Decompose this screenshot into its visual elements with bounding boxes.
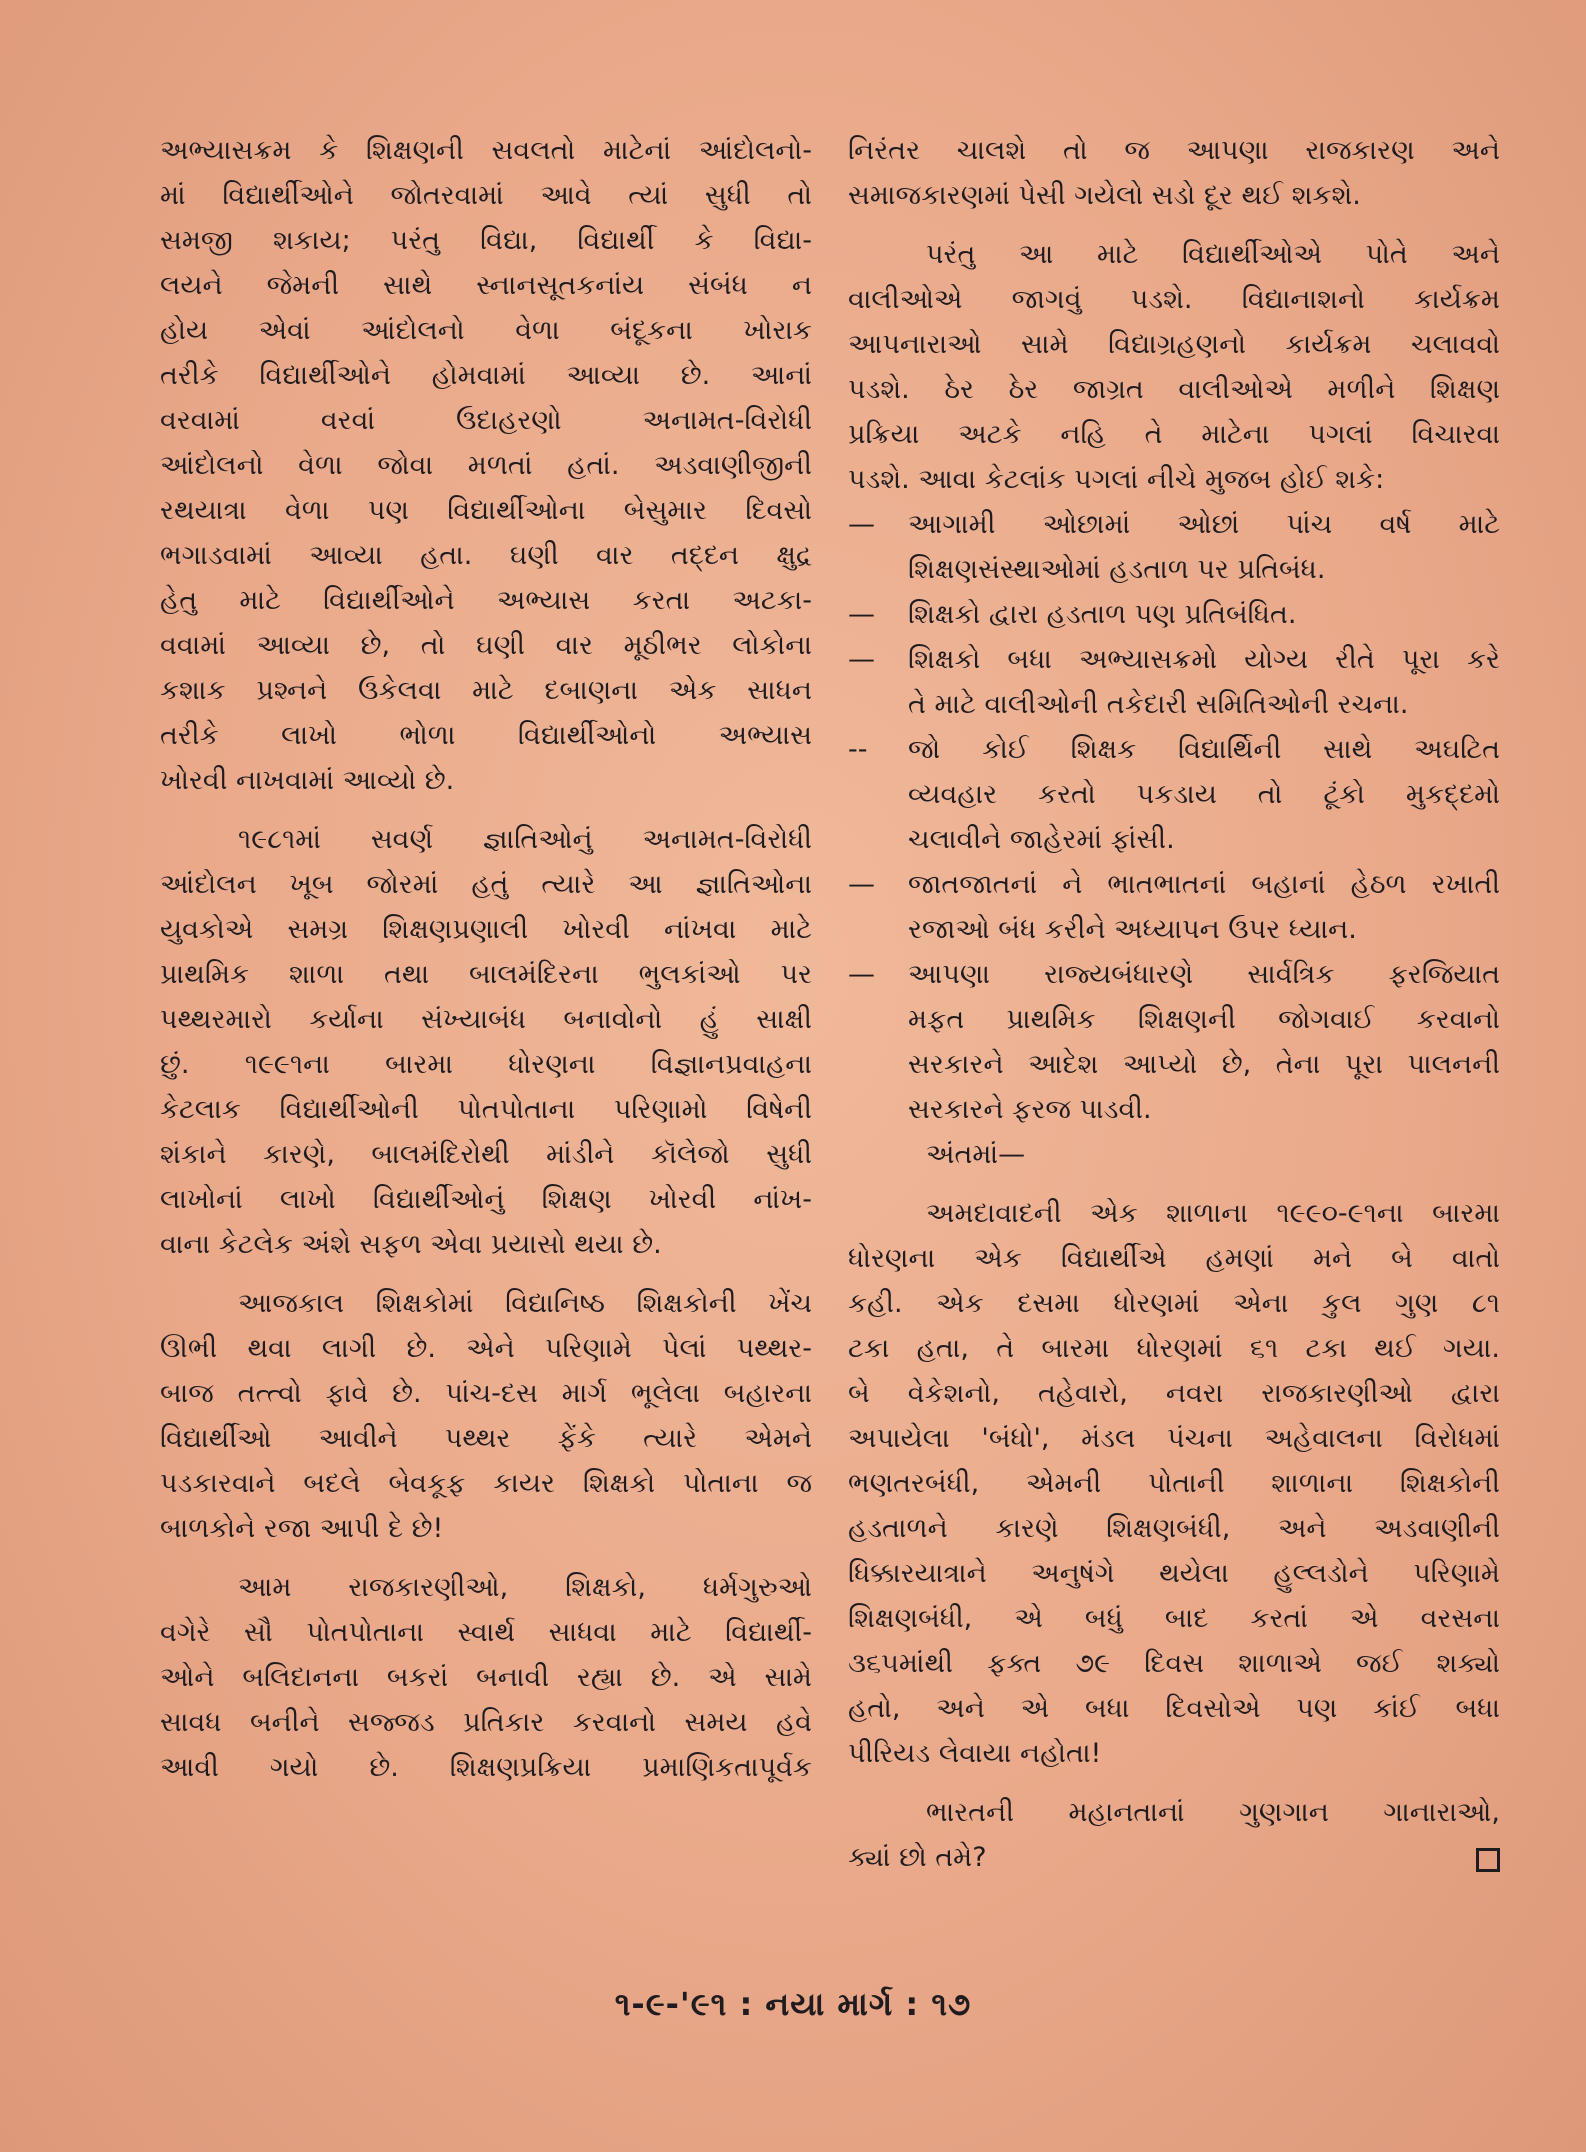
text-line: હોય એવાં આંદોલનો વેળા બંદૂકના ખોરાક — [160, 315, 812, 346]
text-line: હેતુ માટે વિદ્યાર્થીઓને અભ્યાસ કરતા અટકા- — [160, 585, 812, 616]
text-line: પ્રાથમિક શાળા તથા બાલમંદિરના ભુલકાંઓ પર — [160, 959, 812, 990]
bullet-item — [848, 727, 1500, 862]
paragraph — [848, 1191, 1500, 1776]
bullet-item — [848, 637, 1500, 727]
text-line: ક્યાં છો તમે? — [848, 1842, 987, 1873]
text-line: ભારતની મહાનતાનાં ગુણગાન ગાનારાઓ, — [926, 1797, 1500, 1828]
text-line: અભ્યાસક્રમ કે શિક્ષણની સવલતો માટેનાં આંદોલનો- — [160, 135, 812, 166]
bullet-text: શિક્ષકો દ્વારા હડતાળ પણ પ્રતિબંધિત. — [908, 599, 1297, 630]
text-line: પીરિયડ લેવાયા નહોતા! — [848, 1738, 1102, 1769]
bullet-dash: — — [848, 644, 875, 675]
paragraph — [160, 128, 812, 803]
text-line: પડકારવાને બદલે બેવકૂફ કાયર શિક્ષકો પોતાના જ — [160, 1468, 812, 1499]
paragraph — [848, 1790, 1500, 1880]
paragraph — [848, 232, 1500, 502]
text-line: વાલીઓએ જાગવું પડશે. વિદ્યાનાશનો કાર્યક્રમ — [848, 284, 1500, 315]
text-line: અમદાવાદની એક શાળાના ૧૯૯૦-૯૧ના બારમા — [926, 1198, 1500, 1229]
bullet-text: ચલાવીને જાહેરમાં ફાંસી. — [908, 824, 1175, 855]
text-line: આમ રાજકારણીઓ, શિક્ષકો, ધર્મગુરુઓ — [238, 1572, 812, 1603]
bullet-text: આપણા રાજ્યબંધારણે સાર્વત્રિક ફરજિયાત — [908, 959, 1500, 990]
text-line: આંદોલન ખૂબ જોરમાં હતું ત્યારે આ જ્ઞાતિઓના — [160, 869, 812, 900]
bullet-text: શિક્ષકો બધા અભ્યાસક્રમો યોગ્ય રીતે પૂરા કરે — [908, 644, 1500, 675]
text-line: યુવકોએ સમગ્ર શિક્ષણપ્રણાલી ખોરવી નાંખવા માટે — [160, 914, 812, 945]
text-line: ઓને બલિદાનના બકરાં બનાવી રહ્યા છે. એ સામે — [160, 1662, 812, 1693]
text-line: આજકાલ શિક્ષકોમાં વિદ્યાનિષ્ઠ શિક્ષકોની ખેંચ — [238, 1288, 812, 1319]
text-line: ઊભી થવા લાગી છે. એને પરિણામે પેલાં પથ્થર- — [160, 1333, 812, 1364]
bullet-text: તે માટે વાલીઓની તકેદારી સમિતિઓની રચના. — [908, 689, 1409, 720]
left-column — [160, 128, 812, 1790]
text-line: કહી. એક દસમા ધોરણમાં એના કુલ ગુણ ૮૧ — [848, 1288, 1500, 1319]
paragraph — [848, 128, 1500, 218]
text-line: પડશે. આવા કેટલાંક પગલાં નીચે મુજબ હોઈ શકે: — [848, 464, 1385, 495]
text-line: અપાયેલા 'બંધો', મંડલ પંચના અહેવાલના વિરોધમાં — [848, 1423, 1500, 1454]
paragraph — [160, 1565, 812, 1790]
text-line: માં વિદ્યાર્થીઓને જોતરવામાં આવે ત્યાં સુધી તો — [160, 180, 812, 211]
text-line: સમજી શકાય; પરંતુ વિદ્યા, વિદ્યાર્થી કે વિદ્યા- — [160, 225, 812, 256]
text-line: વરવામાં વરવાં ઉદાહરણો અનામત-વિરોધી — [160, 405, 812, 436]
bullet-item — [848, 502, 1500, 592]
bullet-text: સરકારને ફરજ પાડવી. — [908, 1094, 1152, 1125]
bullet-text: આગામી ઓછામાં ઓછાં પાંચ વર્ષ માટે — [908, 509, 1500, 540]
text-line: વિદ્યાર્થીઓ આવીને પથ્થર ફેંકે ત્યારે એમને — [160, 1423, 812, 1454]
paragraph — [160, 817, 812, 1267]
bullet-text: જો કોઈ શિક્ષક વિદ્યાર્થિની સાથે અઘટિત — [908, 734, 1500, 765]
bullet-text: વ્યવહાર કરતો પકડાય તો ટૂંકો મુકદ્દમો — [908, 779, 1500, 810]
text-line: સાવધ બનીને સજ્જડ પ્રતિકાર કરવાનો સમય હવે — [160, 1707, 812, 1738]
text-line: વગેરે સૌ પોતપોતાના સ્વાર્થ સાધવા માટે વિદ્યાર્થી- — [160, 1617, 812, 1648]
text-line: ટકા હતા, તે બારમા ધોરણમાં ૬૧ ટકા થઈ ગયા. — [848, 1333, 1500, 1364]
text-line: આવી ગયો છે. શિક્ષણપ્રક્રિયા પ્રમાણિકતાપૂર્વક — [160, 1752, 812, 1783]
end-square-icon — [1476, 1848, 1500, 1872]
text-line: હડતાળને કારણે શિક્ષણબંધી, અને અડવાણીની — [848, 1513, 1500, 1544]
bullet-item — [848, 862, 1500, 952]
text-line: સમાજકારણમાં પેસી ગયેલો સડો દૂર થઈ શકશે. — [848, 180, 1361, 211]
bullet-item — [848, 952, 1500, 1132]
paragraph — [160, 1281, 812, 1551]
text-line: પડશે. ઠેર ઠેર જાગ્રત વાલીઓએ મળીને શિક્ષણ — [848, 374, 1500, 405]
text-line: વવામાં આવ્યા છે, તો ઘણી વાર મૂઠીભર લોકોના — [160, 630, 812, 661]
text-line: હતો, અને એ બધા દિવસોએ પણ કાંઈ બધા — [848, 1693, 1500, 1724]
text-line: શંકાને કારણે, બાલમંદિરોથી માંડીને કૉલેજો સુધી — [160, 1139, 812, 1170]
text-line: વાના કેટલેક અંશે સફળ એવા પ્રયાસો થયા છે. — [160, 1229, 662, 1260]
text-line: પથ્થરમારો કર્યાના સંખ્યાબંધ બનાવોનો હું સાક્ષી — [160, 1004, 812, 1035]
bullet-text: શિક્ષણસંસ્થાઓમાં હડતાળ પર પ્રતિબંધ. — [908, 554, 1326, 585]
bullet-dash: -- — [848, 734, 868, 765]
text-line: કેટલાક વિદ્યાર્થીઓની પોતપોતાના પરિણામો વિષેની — [160, 1094, 812, 1125]
bullet-text: રજાઓ બંધ કરીને અધ્યાપન ઉપર ધ્યાન. — [908, 914, 1357, 945]
text-line: ખોરવી નાખવામાં આવ્યો છે. — [160, 765, 455, 796]
text-line: શિક્ષણબંધી, એ બધું બાદ કરતાં એ વરસના — [848, 1603, 1500, 1634]
text-line: રથયાત્રા વેળા પણ વિદ્યાર્થીઓના બેસુમાર દિવસો — [160, 495, 812, 526]
text-line: તરીકે લાખો ભોળા વિદ્યાર્થીઓનો અભ્યાસ — [160, 720, 812, 751]
text-line: લયને જેમની સાથે સ્નાનસૂતકનાંય સંબંધ ન — [160, 270, 812, 301]
bullet-dash: — — [848, 509, 875, 540]
bullet-dash: — — [848, 959, 875, 990]
bullet-dash: — — [848, 599, 875, 630]
text-line: બાજ તત્ત્વો ફાવે છે. પાંચ-દસ માર્ગ ભૂલેલા બહારના — [160, 1378, 812, 1409]
bullet-item — [848, 592, 1500, 637]
text-line: આંદોલનો વેળા જોવા મળતાં હતાં. અડવાણીજીની — [160, 450, 812, 481]
bullet-dash: — — [848, 869, 875, 900]
text-line: ભગાડવામાં આવ્યા હતા. ઘણી વાર તદ્દન ક્ષુદ્ર — [160, 540, 812, 571]
right-column — [848, 128, 1500, 1880]
text-line: બે વેકેશનો, તહેવારો, નવરા રાજકારણીઓ દ્વારા — [848, 1378, 1500, 1409]
bullet-text: મફત પ્રાથમિક શિક્ષણની જોગવાઈ કરવાનો — [908, 1004, 1500, 1035]
text-line: આપનારાઓ સામે વિદ્યાગ્રહણનો કાર્યક્રમ ચલાવવો — [848, 329, 1500, 360]
text-line: તરીકે વિદ્યાર્થીઓને હોમવામાં આવ્યા છે. આનાં — [160, 360, 812, 391]
text-line: પ્રક્રિયા અટકે નહિ તે માટેના પગલાં વિચારવા — [848, 419, 1500, 450]
text-line: છું. ૧૯૯૧ના બારમા ધોરણના વિજ્ઞાનપ્રવાહના — [160, 1049, 812, 1080]
text-line: કશાક પ્રશ્નને ઉકેલવા માટે દબાણના એક સાધન — [160, 675, 812, 706]
bullet-text: જાતજાતનાં ને ભાતભાતનાં બહાનાં હેઠળ રખાતી — [908, 869, 1500, 900]
text-line: લાખોનાં લાખો વિદ્યાર્થીઓનું શિક્ષણ ખોરવી નાંખ- — [160, 1184, 812, 1215]
section-lead: અંતમાં— — [926, 1139, 1026, 1170]
text-line: ૩૬૫માંથી ફક્ત ૭૯ દિવસ શાળાએ જઈ શક્યો — [848, 1648, 1500, 1679]
bullet-text: સરકારને આદેશ આપ્યો છે, તેના પૂરા પાલનની — [908, 1049, 1500, 1080]
page-footer: ૧-૯-'૯૧ : નયા માર્ગ : ૧૭ — [614, 1985, 972, 2023]
text-line: પરંતુ આ માટે વિદ્યાર્થીઓએ પોતે અને — [926, 239, 1500, 270]
text-line: નિરંતર ચાલશે તો જ આપણા રાજકારણ અને — [848, 135, 1500, 166]
bullet-list — [848, 502, 1500, 1132]
text-line: ૧૯૮૧માં સવર્ણ જ્ઞાતિઓનું અનામત-વિરોધી — [238, 824, 812, 855]
text-line: બાળકોને રજા આપી દે છે! — [160, 1513, 444, 1544]
text-line: ધિક્કારયાત્રાને અનુષંગે થયેલા હુલ્લડોને પરિણામે — [848, 1558, 1500, 1589]
text-line: ધોરણના એક વિદ્યાર્થીએ હમણાં મને બે વાતો — [848, 1243, 1500, 1274]
text-line: ભણતરબંધી, એમની પોતાની શાળાના શિક્ષકોની — [848, 1468, 1500, 1499]
